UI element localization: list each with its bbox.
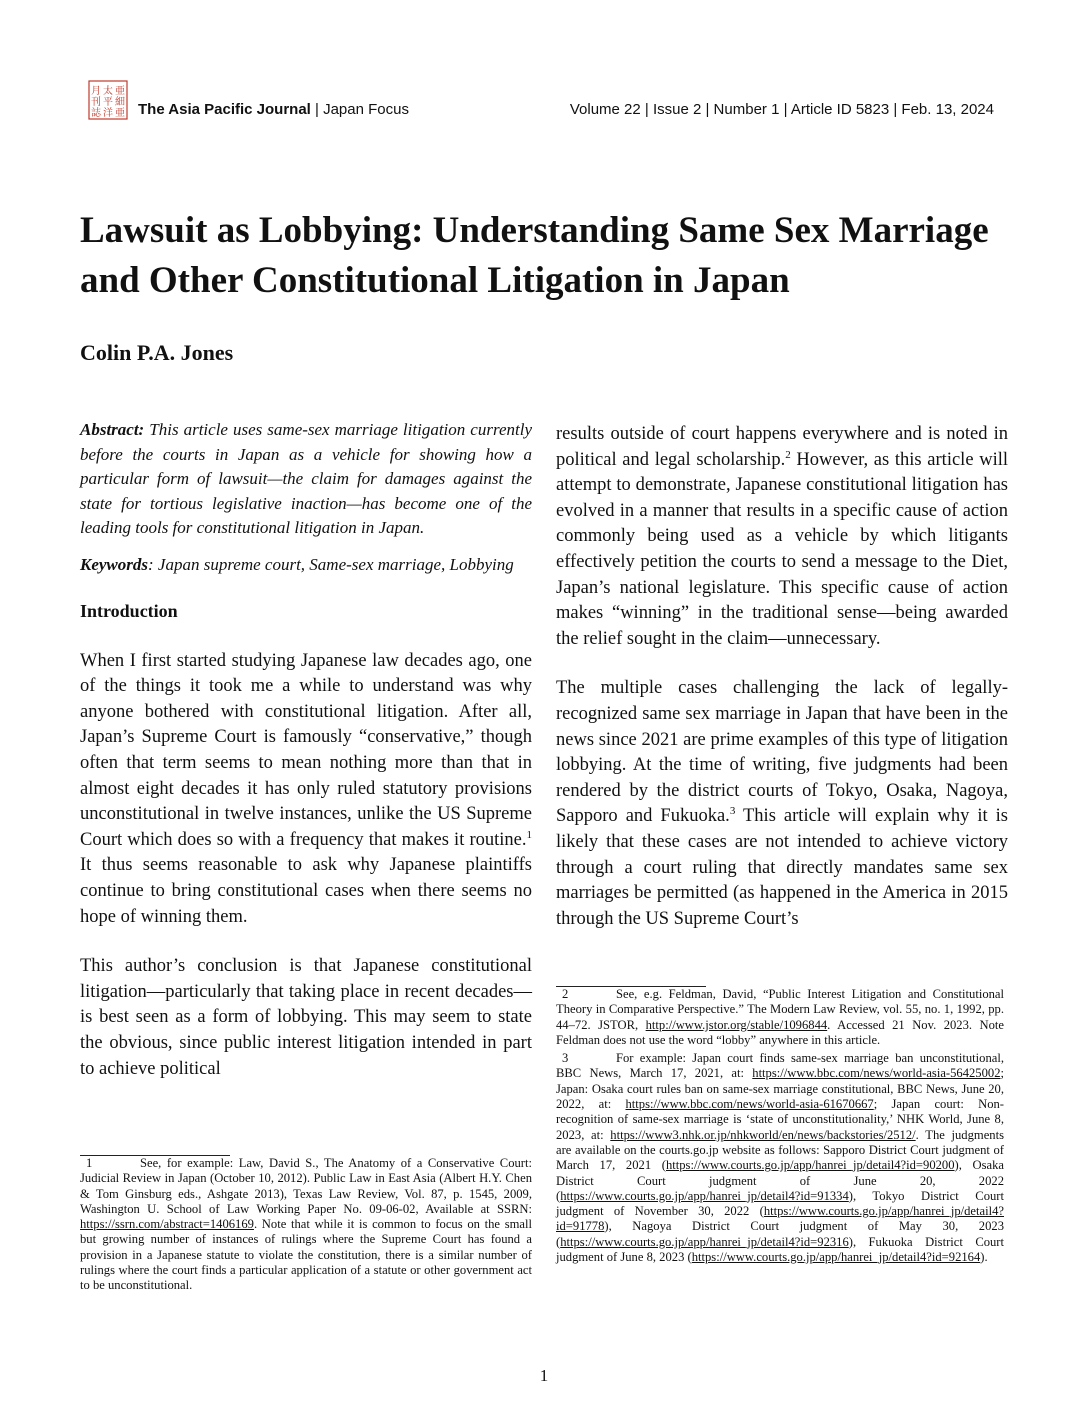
abstract-label: Abstract:: [80, 420, 145, 439]
section-heading-introduction: Introduction: [80, 601, 178, 621]
logo-glyph: 亜: [115, 86, 125, 97]
footnote-3: [556, 1051, 1004, 1265]
footnotes-left: [80, 1156, 532, 1297]
article-title: Lawsuit as Lobbying: Understanding Same Sex Marriage and Other Constitutional Litigation in Japan: [80, 210, 989, 301]
footnote-link[interactable]: https://www.bbc.com/news/world-asia-61670667: [625, 1097, 874, 1112]
logo-glyph: 平: [103, 97, 113, 108]
footnote-link[interactable]: https://www.courts.go.jp/app/hanrei_jp/detail4?id=90200: [665, 1158, 955, 1173]
footnote-link[interactable]: https://www.courts.go.jp/app/hanrei_jp/detail4?id=91778: [556, 1204, 1004, 1234]
footnote-number: 1: [86, 1156, 93, 1170]
logo-glyph: 誌: [91, 108, 101, 119]
footnote-text: ), Osaka District Court judgment of June 20, 2022 (: [556, 1158, 1005, 1203]
footnote-text: . The judgments are available on the courts.go.jp website as follows: Sapporo District Court judgment of March 17, 2021 (: [556, 1127, 1004, 1173]
footnote-text: . Note that while it is common to focus on the small but growing number of instances of rulings where the Supreme Court has found a provision in a Japanese statute to violate the constitution, there is a similar number of rulings where the court finds a particular application of a statute or other government act to be unconstitutional.: [80, 1217, 532, 1293]
footnotes-right: [556, 987, 1004, 1268]
logo-glyph: 洋: [103, 108, 113, 119]
footnote-ref-1[interactable]: 1: [526, 828, 532, 841]
footnote-ref-3[interactable]: 3: [729, 805, 736, 818]
logo-glyph: 刊: [91, 97, 101, 108]
footnote-link[interactable]: https://ssrn.com/abstract=1406169: [80, 1217, 254, 1232]
footnote-link[interactable]: https://www3.nhk.or.jp/nhkworld/en/news/backstories/2512/: [610, 1127, 916, 1142]
footnote-text: ), Tokyo District Court judgment of November 30, 2022 (: [556, 1188, 1004, 1219]
volume-info: Volume 22 | Issue 2 | Number 1 | Article ID 5823 | Feb. 13, 2024: [569, 101, 994, 118]
body-paragraph: This author’s conclusion is that Japanese constitutional litigation—particularly that taking place in recent decades—is best seen as a form of lobbying. This may seem to state the obvious, since public interest litigation intended in part to achieve political: [80, 956, 532, 1079]
abstract: [80, 418, 532, 541]
journal-subtitle: Japan Focus: [323, 101, 409, 118]
right-column: [556, 422, 1008, 932]
footnote-link[interactable]: https://www.courts.go.jp/app/hanrei_jp/detail4?id=92316: [560, 1234, 849, 1249]
body-paragraph: [556, 676, 1008, 932]
footnote-text: ).: [980, 1250, 988, 1265]
paragraph-text: It thus seems reasonable to ask why Japanese plaintiffs continue to bring constitutional cases when there seems no hope of winning them.: [80, 855, 532, 927]
logo-glyph: 月: [91, 86, 101, 97]
footnote-text: . Accessed 21 Nov. 2023. Note Feldman does not use the word “lobby” anywhere in this article.: [556, 1017, 1004, 1047]
footnote-number: 2: [562, 987, 569, 1001]
body-paragraph: [556, 422, 1008, 652]
footnote-link[interactable]: https://www.bbc.com/news/world-asia-56425002: [752, 1066, 1001, 1081]
footnote-link[interactable]: https://www.courts.go.jp/app/hanrei_jp/detail4?id=91334: [560, 1188, 849, 1203]
paragraph-text: However, as this article will attempt to demonstrate, Japanese constitutional litigation has evolved in a manner that results in a specific cause of action commonly being used as a vehicle by which litigants effectively petition the courts to send a message to the Diet, Japan’s national legislature. This specific cause of action makes “winning” in the traditional sense—being awarded the relief sought in the claim—unnecessary.: [556, 449, 1008, 649]
footnote-text: ; Japan: Osaka court rules ban on same-sex marriage constitutional, BBC News, June 20, 2022, at:: [556, 1066, 1004, 1112]
paragraph-text: The multiple cases challenging the lack of legally-recognized same sex marriage in Japan that have been in the news since 2021 are prime examples of this type of litigation lobbying. At the time of writing, five judgments had been rendered by the district courts of Tokyo, Osaka, Nagoya, Sapporo and Fukuoka.: [556, 678, 1008, 827]
keywords-label: Keywords: [80, 554, 148, 574]
footnote-text: See, for example: Law, David S., The Anatomy of a Conservative Court: Judicial Review in Japan (October 10, 2012). Public Law in East Asia (Albert H.Y. Chen & Tom Ginsburg eds., Ashgate 2013), Texas Law Review, Vol. 87, p. 1545, 2009, Washington U. School of Law Working Paper No. 09-06-02, Available at SSRN:: [80, 1156, 532, 1216]
footnote-2: [556, 987, 1004, 1048]
footnote-text: See, e.g. Feldman, David, “Public Interest Litigation and Constitutional Theory in Comparative Perspective.” The Modern Law Review, vol. 55, no. 1, 1992, pp. 44–72. JSTOR,: [556, 987, 1004, 1032]
footnote-ref-2[interactable]: 2: [785, 448, 791, 461]
journal-separator: |: [310, 101, 324, 118]
footnote-text: ; Japan court: Non-recognition of same-sex marriage is ‘state of unconstitutionality,’ NHK World, June 8, 2023, at:: [556, 1097, 1004, 1142]
left-column: [80, 418, 532, 1082]
logo-glyph: 細: [115, 97, 125, 108]
page-number: 1: [539, 1366, 549, 1385]
journal-title: The Asia Pacific Journal: [138, 101, 311, 118]
paragraph-text: When I first started studying Japanese law decades ago, one of the things it took me a while to understand was why anyone bothered with constitutional litigation. After all, Japan’s Supreme Court is famously “conservative,” though often that term seems to mean nothing more than that in almost eight decades it has only ruled statutory provisions unconstitutional in twelve instances, unlike the US Supreme Court which does so with a frequency that makes it routine.: [80, 650, 532, 850]
logo-glyph: 太: [103, 86, 113, 97]
footnote-link[interactable]: http://www.jstor.org/stable/1096844: [645, 1017, 828, 1032]
footnote-text: ), Fukuoka District Court judgment of June 8, 2023 (: [556, 1234, 1004, 1265]
body-paragraph: [80, 649, 532, 931]
keywords: [80, 553, 532, 578]
footnote-text: For example: Japan court finds same-sex marriage ban unconstitutional, BBC News, March 17, 2021, at:: [556, 1051, 1004, 1081]
journal-logo: [88, 80, 128, 120]
footnote-text: ), Nagoya District Court judgment of May 30, 2023 (: [556, 1219, 1004, 1249]
footnote-1: [80, 1156, 532, 1294]
footnote-number: 3: [562, 1051, 569, 1066]
journal-name: [138, 101, 409, 118]
paragraph-text: results outside of court happens everywhere and is noted in political and legal scholarship.: [556, 424, 1008, 470]
logo-glyph: 亜: [115, 108, 125, 119]
page-header: [88, 80, 1000, 120]
keywords-text: : Japan supreme court, Same-sex marriage, Lobbying: [148, 554, 514, 574]
footnote-link[interactable]: https://www.courts.go.jp/app/hanrei_jp/detail4?id=92164: [691, 1250, 981, 1265]
article-author: Colin P.A. Jones: [80, 340, 234, 365]
paragraph-text: This article will explain why it is likely that these cases are not intended to achieve victory through a court ruling that directly mandates same sex marriages be permitted (as happened in the America in 2015 through the US Supreme Court’s: [556, 806, 1008, 929]
abstract-text: This article uses same-sex marriage litigation currently before the courts in Japan as a vehicle for showing how a particular form of lawsuit—the claim for damages against the state for tortious legislative inaction—has become one of the leading tools for constitutional litigation in Japan.: [80, 420, 532, 537]
